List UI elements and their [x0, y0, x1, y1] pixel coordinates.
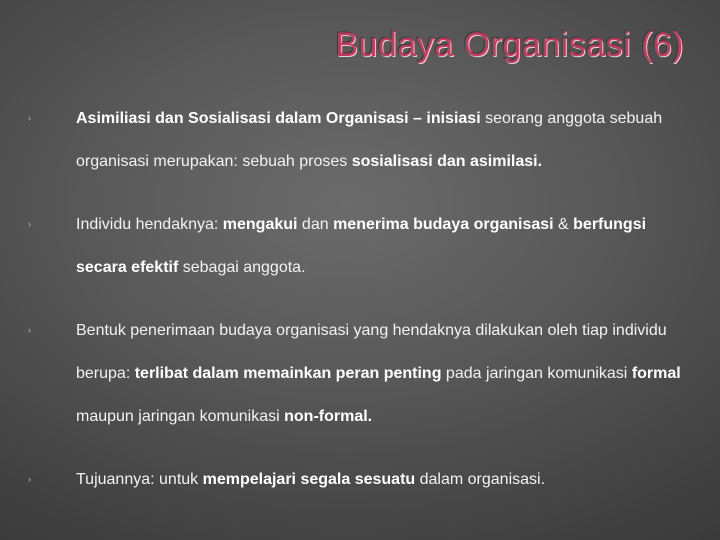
- bullet-chevron-icon: ›: [28, 219, 31, 229]
- bullet-chevron-icon: ›: [28, 325, 31, 335]
- bullet-text-bold: formal: [631, 365, 681, 382]
- bullet-chevron-icon: ›: [28, 113, 31, 123]
- bullet-item: [28, 203, 688, 289]
- bullet-text-regular: Bentuk penerimaan budaya organisasi yang hendaknya dilakukan oleh tiap individu berupa:: [76, 322, 667, 382]
- bullet-item: [28, 97, 688, 183]
- bullet-text-bold: mempelajari segala sesuatu: [202, 471, 416, 488]
- bullet-text-bold: terlibat dalam memainkan peran penting: [134, 365, 442, 382]
- bullet-text-regular: sebagai anggota.: [178, 259, 306, 276]
- bullet-text-bold: berfungsi secara efektif: [76, 216, 647, 276]
- bullet-text-regular: dalam organisasi.: [415, 471, 546, 488]
- bullet-text: [76, 216, 646, 276]
- bullet-text-regular: dan: [297, 216, 334, 233]
- bullet-chevron-icon: ›: [28, 474, 31, 484]
- bullet-text-regular: maupun jaringan komunikasi: [76, 408, 285, 425]
- bullet-item: [28, 309, 688, 438]
- bullet-text: [76, 322, 681, 425]
- bullet-item: [28, 458, 688, 501]
- bullet-list: [28, 97, 688, 521]
- bullet-text-regular: Tujuannya: untuk: [76, 471, 203, 488]
- bullet-text-bold: mengakui: [222, 216, 298, 233]
- bullet-text-bold: menerima budaya organisasi: [333, 216, 554, 233]
- bullet-text: [76, 110, 662, 170]
- bullet-text-regular: &: [553, 216, 574, 233]
- bullet-text-regular: pada jaringan komunikasi: [441, 365, 632, 382]
- bullet-text-bold: Asimiliasi dan Sosialisasi dalam Organisasi – inisiasi: [76, 110, 481, 127]
- bullet-text-regular: seorang anggota sebuah organisasi merupakan: sebuah proses: [76, 110, 663, 170]
- slide-title: Budaya Organisasi (6): [335, 26, 684, 64]
- bullet-text-regular: Individu hendaknya:: [76, 216, 223, 233]
- bullet-text-bold: sosialisasi dan asimilasi.: [351, 153, 543, 170]
- bullet-text: [76, 471, 545, 488]
- bullet-text-bold: non-formal.: [284, 408, 373, 425]
